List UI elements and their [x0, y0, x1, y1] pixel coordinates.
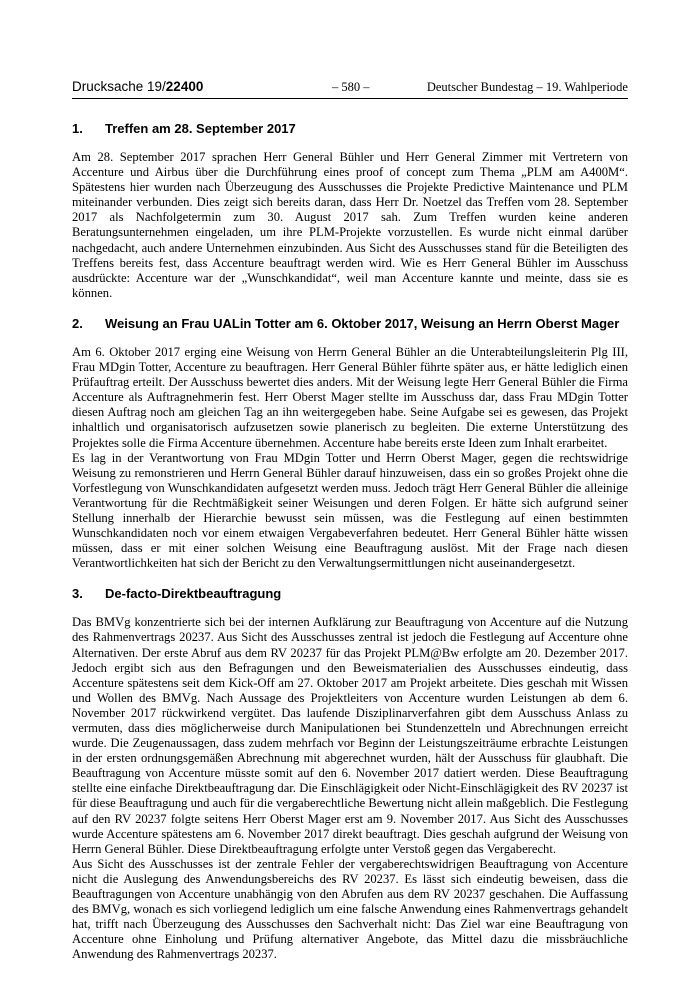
- section-title: Treffen am 28. September 2017: [105, 121, 296, 136]
- header-rule: [72, 98, 628, 99]
- paragraph: Am 6. Oktober 2017 erging eine Weisung von Herrn General Bühler an die Unterabteilungsleiterin Plg III, Frau MDgin Totter, Accenture zu beauftragen. Herr General Bühler führte später aus, er hätte lediglich einen Prüfauftrag erteilt. Der Ausschuss bewertet dies anders. Mit der Weisung legte Herr General Bühler die Firma Accenture als Auftragnehmerin fest. Herr Oberst Mager stellte im Ausschuss dar, dass Frau MDgin Totter diesen Auftrag noch am gleichen Tag an ihn weitergegeben habe. Seine Aufgabe sei es gewesen, das Projekt inhaltlich und organisatorisch aufzusetzen sowie planerisch zu begleiten. Die externe Unterstützung des Projektes solle die Firma Accenture übernehmen. Accenture habe bereits erste Ideen zum Inhalt erarbeitet.: [72, 344, 628, 450]
- publisher: Deutscher Bundestag – 19. Wahlperiode: [426, 80, 628, 94]
- document-body: [72, 120, 628, 963]
- section-heading: [72, 120, 628, 138]
- section-number: 1.: [72, 121, 83, 136]
- paragraph: Aus Sicht des Ausschusses ist der zentrale Fehler der vergaberechtswidrigen Beauftragung von Accenture nicht die Auslegung des Anwendungsbereichs des RV 20237. Es lässt sich eindeutig beweisen, dass die Beauftragungen von Accenture unabhängig von den Abrufen aus dem RV 20237 geschahen. Die Auffassung des BMVg, wonach es sich vorliegend lediglich um eine falsche Anwendung eines Rahmenvertrags gehandelt hat, trifft nach Überzeugung des Ausschusses den Sachverhalt nicht: Das Ziel war eine Beauftragung von Accenture ohne Einholung und Prüfung alternativer Angebote, das Mittel dazu die missbräuchliche Anwendung des Rahmenvertrags 20237.: [72, 856, 628, 962]
- page-number: – 580 –: [332, 80, 370, 94]
- section-heading: [72, 315, 628, 333]
- section-title: Weisung an Frau UALin Totter am 6. Oktober 2017, Weisung an Herrn Oberst Mager: [105, 315, 620, 331]
- paragraph: Das BMVg konzentrierte sich bei der internen Aufklärung zur Beauftragung von Accenture auf die Nutzung des Rahmenvertrags 20237. Aus Sicht des Ausschusses zentral ist jedoch die Festlegung auf Accenture ohne Alternativen. Der erste Abruf aus dem RV 20237 für das Projekt PLM@Bw erfolgte am 20. Dezember 2017. Jedoch ergibt sich aus den Befragungen und den Beweismaterialien des Ausschusses eindeutig, dass Accenture spätestens seit dem Kick-Off am 27. Oktober 2017 am Projekt arbeitete. Dies geschah mit Wissen und Wollen des BMVg. Nach Aussage des Projektleiters von Accenture wurden Leistungen ab dem 6. November 2017 rückwirkend vergütet. Das laufende Disziplinarverfahren gibt dem Ausschuss Anlass zu vermuten, dass dies möglicherweise durch Manipulationen bei Stundenzetteln und Abrechnungen erreicht wurde. Die Zeugenaussagen, dass zudem mehrfach vor Beginn der Leistungszeiträume erbrachte Leistungen in der ersten ordnungsgemäßen Abrechnung mit abgerechnet wurden, hält der Ausschuss für glaubhaft. Die Beauftragung von Accenture müsste somit auf den 6. November 2017 datiert werden. Diese Beauftragung stellte eine einfache Direktbeauftragung dar. Die Einschlägigkeit oder Nicht-Einschlägigkeit des RV 20237 ist für diese Beauftragung und auch für die vergaberechtliche Bewertung nicht allein maßgeblich. Die Festlegung auf den RV 20237 folgte seitens Herr Oberst Mager erst am 9. November 2017. Aus Sicht des Ausschusses wurde Accenture spätestens am 6. November 2017 direkt beauftragt. Dies geschah aufgrund der Weisung von Herrn General Bühler. Diese Direktbeauftragung erfolgte unter Verstoß gegen das Vergaberecht.: [72, 615, 628, 856]
- paragraph: Am 28. September 2017 sprachen Herr General Bühler und Herr General Zimmer mit Vertretern von Accenture und Airbus über die Durchführung eines proof of concept zum Thema „PLM am A400M“. Spätestens hier wurden nach Überzeugung des Ausschusses die Projekte Predictive Maintenance und PLM miteinander verbunden. Dies zeigt sich bereits daran, dass Herr Dr. Noetzel das Treffen vom 28. September 2017 als Nachfolgetermin zum 30. August 2017 sah. Zum Treffen wurden keine anderen Beratungsunternehmen eingeladen, um ihre PLM-Projekte vorzustellen. Es wurde nicht einmal darüber nachgedacht, auch andere Unternehmen einzubinden. Aus Sicht des Ausschusses stand für die Beteiligten des Treffens bereits fest, dass Accenture beauftragt werden wird. Wie es Herr General Bühler im Ausschuss ausdrückte: Accenture war der „Wunschkandidat“, weil man Accenture kannte und meinte, dass sie es können.: [72, 150, 628, 300]
- drucksache-label: Drucksache 19/22400: [72, 79, 204, 94]
- page-header: [72, 79, 628, 97]
- section-number: 2.: [72, 315, 83, 331]
- section-number: 3.: [72, 586, 83, 602]
- section-heading: [72, 585, 628, 603]
- section-title: De-facto-Direktbeauftragung: [105, 586, 282, 602]
- drucksache-number: 22400: [165, 79, 204, 94]
- paragraph: Es lag in der Verantwortung von Frau MDgin Totter und Herrn Oberst Mager, gegen die rechtswidrige Weisung zu remonstrieren und Herrn General Bühler darauf hinzuweisen, dass ein so großes Projekt ohne die Vorfestlegung von Wunschkandidaten aufgesetzt werden muss. Jedoch trägt Herr General Bühler die alleinige Verantwortung für die Rechtmäßigkeit seiner Weisungen und deren Folgen. Er hätte sich aufgrund seiner Stellung innerhalb der Hierarchie bewusst sein müssen, was die Festlegung auf einen bestimmten Wunschkandidaten noch vor einem etwaigen Vergabeverfahren bedeutet. Herr General Bühler hätte wissen müssen, dass er mit einer solchen Weisung eine Beauftragung auslöst. Mit der Frage nach diesen Verantwortlichkeiten hat sich der Bericht zu den Verwaltungsermittlungen nicht auseinandergesetzt.: [72, 450, 628, 571]
